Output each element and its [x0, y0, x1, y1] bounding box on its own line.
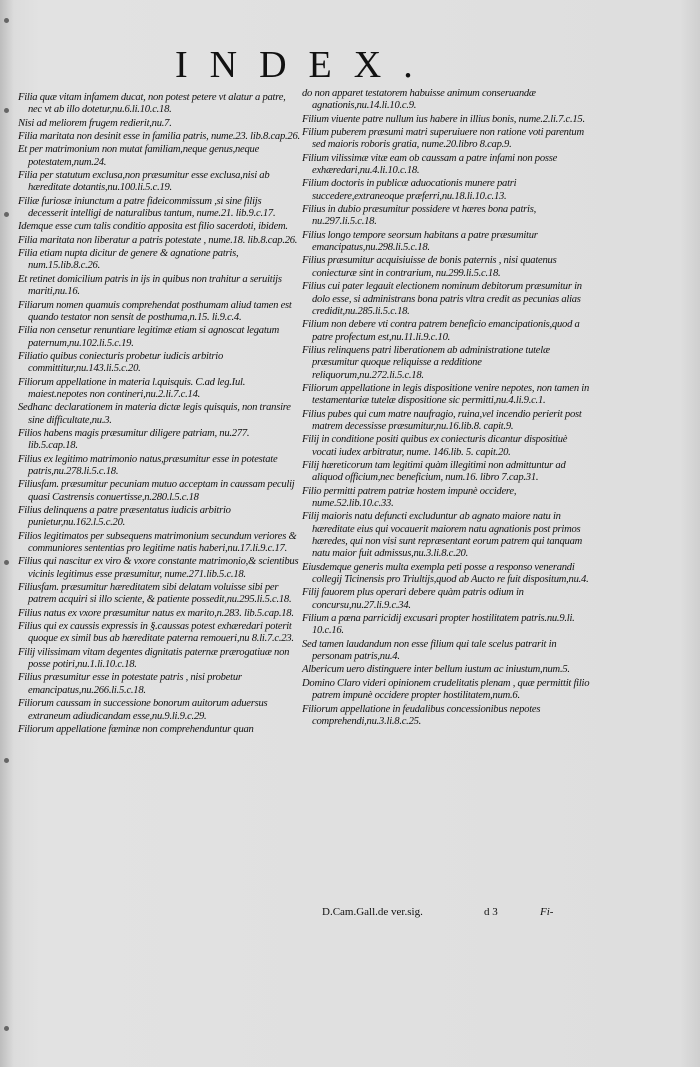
- index-entry: Filius longo tempore seorsum habitans a patre præsumitur emancipatus,nu.298.li.5.c.18.: [302, 229, 538, 254]
- index-entry: Filium doctoris in publicæ aduocationis munere patri succedere,extraneoque præferri,nu.18.li.10.c.13.: [302, 178, 517, 202]
- running-footer-text: D.Cam.Gall.de ver.sig.: [322, 906, 423, 918]
- index-entry: Filius delinquens a patre præsentatus iudicis arbitrio punietur,nu.162.l.5.c.20.: [18, 505, 231, 529]
- index-entry: Filij hæreticorum tam legitimi quàm illegitimi non admittuntur ad aliquod officium,nec beneficium, num.16. libro 7.cap.31.: [302, 459, 566, 484]
- binding-hole: [4, 108, 9, 113]
- index-entry: Filio permitti patrem patriæ hostem impunè occidere, nume.52.lib.10.c.33.: [302, 485, 517, 509]
- index-entry: do non apparet testatorem habuisse animum conseruandæ agnationis,nu.14.li.10.c.9.: [302, 88, 536, 112]
- index-column-left: [18, 92, 301, 737]
- index-entry: Filius cui pater legauit electionem nominum debitorum præsumitur in dolo esse, si administrans bona patris vltra credit as pecunias alias credidit,nu.285.li.5.c.18.: [302, 281, 582, 317]
- index-entry: Filij maioris natu defuncti excluduntur ab agnato maiore natu in hæreditate eius qui vocauerit maiorem natu agnationis post primos hæredes, qui non visi sunt repræsentant eorum patrem qui tanquam natu maior fuit admissus,nu.3.li.8.c.20.: [302, 511, 583, 560]
- index-entry: Filius relinquens patri liberationem ab administratione tutelæ præsumitur quoque reliquisse a redditione reliquorum,nu.272.li.5.c.18.: [302, 344, 550, 381]
- index-entry: Et per matrimonium non mutat familiam,neque genus,neque potestatem,num.24.: [18, 144, 260, 168]
- binding-hole: [4, 758, 9, 763]
- index-entry: Filia maritata non liberatur a patris potestate , nume.18. lib.8.cap.26.: [18, 234, 298, 246]
- index-entry: Filia maritata non desinit esse in familia patris, nume.23. lib.8.cap.26.: [18, 131, 300, 143]
- index-entry: Filij vilissimam vitam degentes dignitatis paternæ prærogatiuæ non posse potiri,nu.1.li.10.c.18.: [18, 646, 290, 671]
- index-entry: Filia etiam nupta dicitur de genere & agnatione patris, num.15.lib.8.c.26.: [18, 248, 239, 272]
- index-entry: Filiorum appellatione fœminæ non comprehenduntur quan: [18, 723, 254, 735]
- index-entry: Sed tamen laudandum non esse filium qui tale scelus patrarit in personam patris,nu.4.: [302, 638, 557, 663]
- index-entry: Filius præsumitur esse in potestate patris , nisi probetur emancipatus,nu.266.li.5.c.18.: [18, 672, 242, 696]
- index-entry: Albericum uero distinguere inter bellum iustum ac iniustum,num.5.: [302, 664, 570, 676]
- index-entry: Filia non censetur renuntiare legitimæ etiam si agnoscat legatum paternum,nu.102.li.5.c.19.: [18, 325, 279, 349]
- index-column-right: [302, 88, 592, 729]
- index-entry: Filiorum appellatione in materia l.quisquis. C.ad leg.Iul. maiest.nepotes non contineri,nu.2.li.7.c.14.: [18, 376, 246, 400]
- index-entry: Filium a pœna parricidij excusari propter hostilitatem patris.nu.9.li. 10.c.16.: [302, 613, 575, 637]
- catchword: Fi-: [540, 906, 554, 918]
- index-entry: Filiusfam. præsumitur pecuniam mutuo acceptam in caussam peculij quasi Castrensis conuertisse,n.280.l.5.c.18: [18, 479, 295, 503]
- index-entry: Filiæ furiosæ iniunctum a patre fideicommissum ,si sine filijs decesserit intelligi de naturalibus tantum, nume.21. lib.9.c.17.: [18, 195, 276, 220]
- index-entry: Filios habens magis præsumitur diligere patriam, nu.277. lib.5.cap.18.: [18, 427, 250, 452]
- index-entry: Et retinet domicilium patris in ijs in quibus non trahitur a seruitijs mariti,nu.16.: [18, 273, 282, 298]
- index-entry: Filiorum appellatione in feudalibus concessionibus nepotes comprehendi,nu.3.li.8.c.25.: [302, 703, 541, 727]
- page-title: INDEX.: [175, 44, 435, 86]
- index-entry: Filius pubes qui cum matre naufragio, ruina,vel incendio perierit post matrem decessisse præsumitur,nu.16.lib.8. capit.9.: [302, 408, 582, 432]
- index-entry: Filius qui nascitur ex viro & vxore constante matrimonio,& scientibus vicinis legitimus esse præsumitur, nume.271.lib.5.c.18.: [18, 556, 299, 580]
- index-entry: Idemque esse cum talis conditio apposita est filio sacerdoti, ibidem.: [18, 221, 288, 233]
- index-entry: Filius natus ex vxore præsumitur natus ex marito,n.283. lib.5.cap.18.: [18, 607, 294, 619]
- signature-mark: d 3: [484, 906, 498, 918]
- index-entry: Filia quæ vitam infamem ducat, non potest petere vt alatur a patre, nec vt ab illo dotetur,nu.6.li.10.c.18.: [18, 92, 286, 116]
- gutter-binding: [2, 0, 12, 1067]
- page-footer: [322, 906, 612, 918]
- index-entry: Filius ex legitimo matrimonio natus,præsumitur esse in potestate patris,nu.278.li.5.c.18.: [18, 453, 278, 477]
- index-entry: Filiarum nomen quamuis comprehendat posthumam aliud tamen est quando testator non sensit de posthuma,n.15. li.9.c.4.: [18, 299, 292, 323]
- index-entry: Filios legitimatos per subsequens matrimonium secundum veriores & communiores sententias pro legitime natis haberi,nu.17.li.9.c.17.: [18, 530, 297, 555]
- binding-hole: [4, 212, 9, 217]
- index-entry: Sedhanc declarationem in materia dictæ legis quisquis, non transire sine difficultate,nu.3.: [18, 402, 291, 426]
- index-entry: Domino Claro videri opinionem crudelitatis plenam , quæ permittit filio patrem impunè occidere propter hostilitatem,num.6.: [302, 677, 590, 702]
- index-entry: Filium vilissimæ vitæ eam ob caussam a patre infami non posse exhæredari,nu.4.li.10.c.18.: [302, 152, 558, 177]
- index-entry: Filiusfam. præsumitur hæreditatem sibi delatam voluisse sibi per patrem acquiri si illo sciente, & patiente possedit,nu.295.li.5.c.18.: [18, 582, 292, 606]
- index-entry: Filiorum appellatione in legis dispositione venire nepotes, non tamen in testamentariæ tutelæ dispositione sic permitti,nu.4.li.9.c.1.: [302, 382, 590, 407]
- index-entry: Filius præsumitur acquisiuisse de bonis paternis , nisi quatenus coniecturæ sint in contrarium, nu.299.li.5.c.18.: [302, 255, 557, 279]
- index-entry: Filij in conditione positi quibus ex coniecturis dicantur dispositiuè vocati iudex arbitratur, nume. 146.lib. 5. capit.20.: [302, 434, 568, 458]
- index-entry: Filius qui ex caussis expressis in §.caussas potest exhæredari poterit quoque ex simil bus ab hæreditate paterna remoueri,nu 8.li.7.c.23.: [18, 621, 294, 645]
- index-entry: Filium puberem præsumi matri superuiuere non ratione voti parentum sed maioris roboris gratia, nume.20.libro 8.cap.9.: [302, 127, 584, 151]
- binding-hole: [4, 560, 9, 565]
- index-entry: Filiorum caussam in successione bonorum auitorum aduersus extraneum adiudicandam esse,nu.9.li.9.c.29.: [18, 698, 268, 722]
- index-entry: Filiatio quibus coniecturis probetur iudicis arbitrio committitur,nu.143.li.5.c.20.: [18, 350, 223, 375]
- index-entry: Filij fauorem plus operari debere quàm patris odium in concursu,nu.27.li.9.c.34.: [302, 587, 524, 611]
- index-entry: Eiusdemque generis multa exempla peti posse a responso venerandi collegij Ticinensis pro Triultijs,quod ab Aucto re fuit dispositum,nu.4.: [302, 561, 589, 586]
- binding-hole: [4, 1026, 9, 1031]
- index-entry: Filium viuente patre nullum ius habere in illius bonis, nume.2.li.7.c.15.: [302, 113, 585, 125]
- index-entry: Filius in dubio præsumitur possidere vt hæres bona patris, nu.297.li.5.c.18.: [302, 204, 536, 228]
- index-entry: Filium non debere vti contra patrem beneficio emancipationis,quod a patre profectum est,nu.11.li.9.c.10.: [302, 319, 580, 343]
- index-entry: Filia per statutum exclusa,non præsumitur esse exclusa,nisi ab hæreditate dotantis,nu.100.li.5.c.19.: [18, 170, 270, 194]
- index-entry: Nisi ad meliorem frugem redierit,nu.7.: [18, 117, 172, 129]
- binding-hole: [4, 18, 9, 23]
